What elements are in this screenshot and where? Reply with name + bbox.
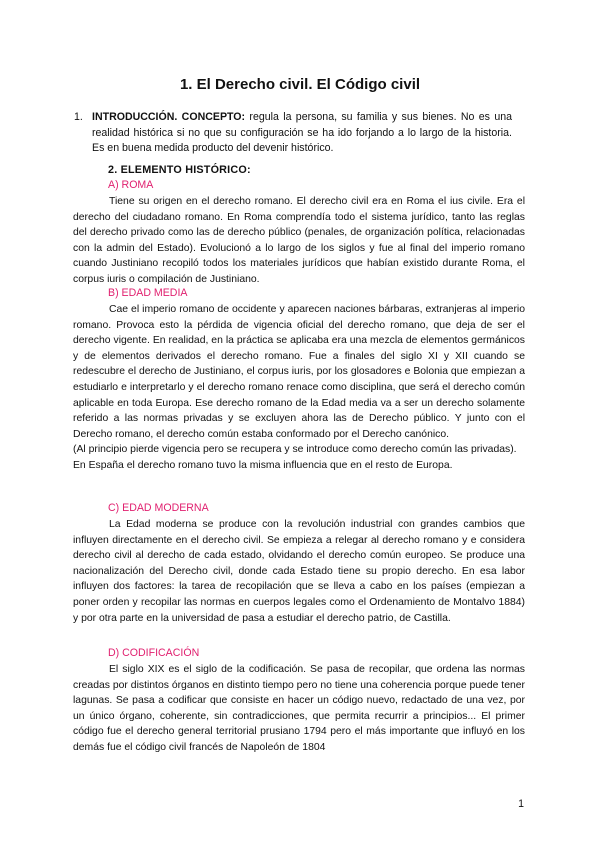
intro-section bbox=[74, 110, 512, 157]
intro-text: regula la persona, su familia y sus bienes. No es una realidad histórica si no que su configuración se ha ido forjando a lo largo de la historia. Es en buena medida producto del devenir histórico. bbox=[92, 111, 512, 155]
codificacion-heading: D) CODIFICACIÓN bbox=[108, 647, 200, 659]
intro-number: 1. bbox=[74, 111, 83, 123]
edad-media-text: Cae el imperio romano de occidente y aparecen naciones bárbaras, extranjeras al imperio romano. Provoca esto la pérdida de vigencia oficial del derecho romano, que deja de ser el derecho vigente. En realidad, en la práctica se aplicaba era una mezcla de elementos germánicos y de elementos derivados el derecho romano. Fue a finales del siglo XI y XII cuando se redescubre el derecho de Justiniano, el corpus iuris, por los glosadores e Bolonia que empiezan a estudiarlo e interpretarlo y el derecho romano renace como disciplina, que será el derecho común aplicable en toda Europa. Ese derecho romano de la Edad media va a ser un derecho solamente referido a las normas privadas y se excluyen ahora las de Derecho público. Y junto con el Derecho romano, el derecho común estaba conformado por el Derecho canónico. bbox=[73, 304, 525, 440]
section-2-heading: 2. ELEMENTO HISTÓRICO: bbox=[108, 164, 251, 176]
codificacion-text: El siglo XIX es el siglo de la codificación. Se pasa de recopilar, que ordena las normas creadas por distintos órganos en distinto tiempo pero no tiene una coherencia porque puede tener lagunas. Se pasa a codificar que consiste en hacer un código nuevo, redactado de una vez, por un único órgano, coherente, sin contradicciones, que permita recurrir a principios... El primer código fue el derecho general territorial prusiano 1794 pero el más importante que influyó en los demás fue el código civil francés de Napoleón de 1804 bbox=[73, 664, 525, 753]
edad-moderna-text: La Edad moderna se produce con la revolución industrial con grandes cambios que influyen directamente en el derecho civil. Se empieza a relegar al derecho romano y e considera derecho civil al derecho de cada estado, olvidando el derecho común europeo. Se produce una nacionalización del Derecho civil, donde cada Estado tiene su propio derecho. En esa labor influyen dos factores: la tarea de recopilación que se lleva a cabo en los países (empiezan a poner orden y recopilar las normas en cuerpos legales como el Ordenamiento de Montalvo 1884) y por otra parte en la universidad de pasa a estudiar el derecho patrio, de Castilla. bbox=[73, 519, 525, 624]
roma-paragraph bbox=[73, 194, 525, 288]
edad-media-heading: B) EDAD MEDIA bbox=[108, 287, 188, 299]
page-number: 1 bbox=[518, 798, 524, 810]
edad-moderna-paragraph bbox=[73, 517, 525, 626]
intro-heading: INTRODUCCIÓN. CONCEPTO: bbox=[92, 111, 246, 123]
codificacion-paragraph bbox=[73, 662, 525, 756]
edad-moderna-heading: C) EDAD MODERNA bbox=[108, 502, 209, 514]
edad-media-spain: En España el derecho romano tuvo la misma influencia que en el resto de Europa. bbox=[73, 459, 453, 471]
roma-heading: A) ROMA bbox=[108, 179, 154, 191]
edad-media-paragraph bbox=[73, 302, 525, 474]
roma-text: Tiene su origen en el derecho romano. El derecho civil era en Roma el ius civile. Era el derecho del ciudadano romano. En Roma comprendía todo el sistema jurídico, tanto las reglas del derecho privado como las de derecho público (penales, de organización política, relacionadas con la admin del Estado). Evolucionó a lo largo de los siglos y fue al final del imperio romano cuando Justiniano recopiló todos los materiales jurídicos que habían existido durante Roma, el corpus iuris o compilación de Justiniano. bbox=[73, 196, 525, 285]
document-title: 1. El Derecho civil. El Código civil bbox=[179, 76, 421, 93]
edad-media-note: (Al principio pierde vigencia pero se recupera y se introduce como derecho común las privadas). bbox=[73, 444, 517, 456]
